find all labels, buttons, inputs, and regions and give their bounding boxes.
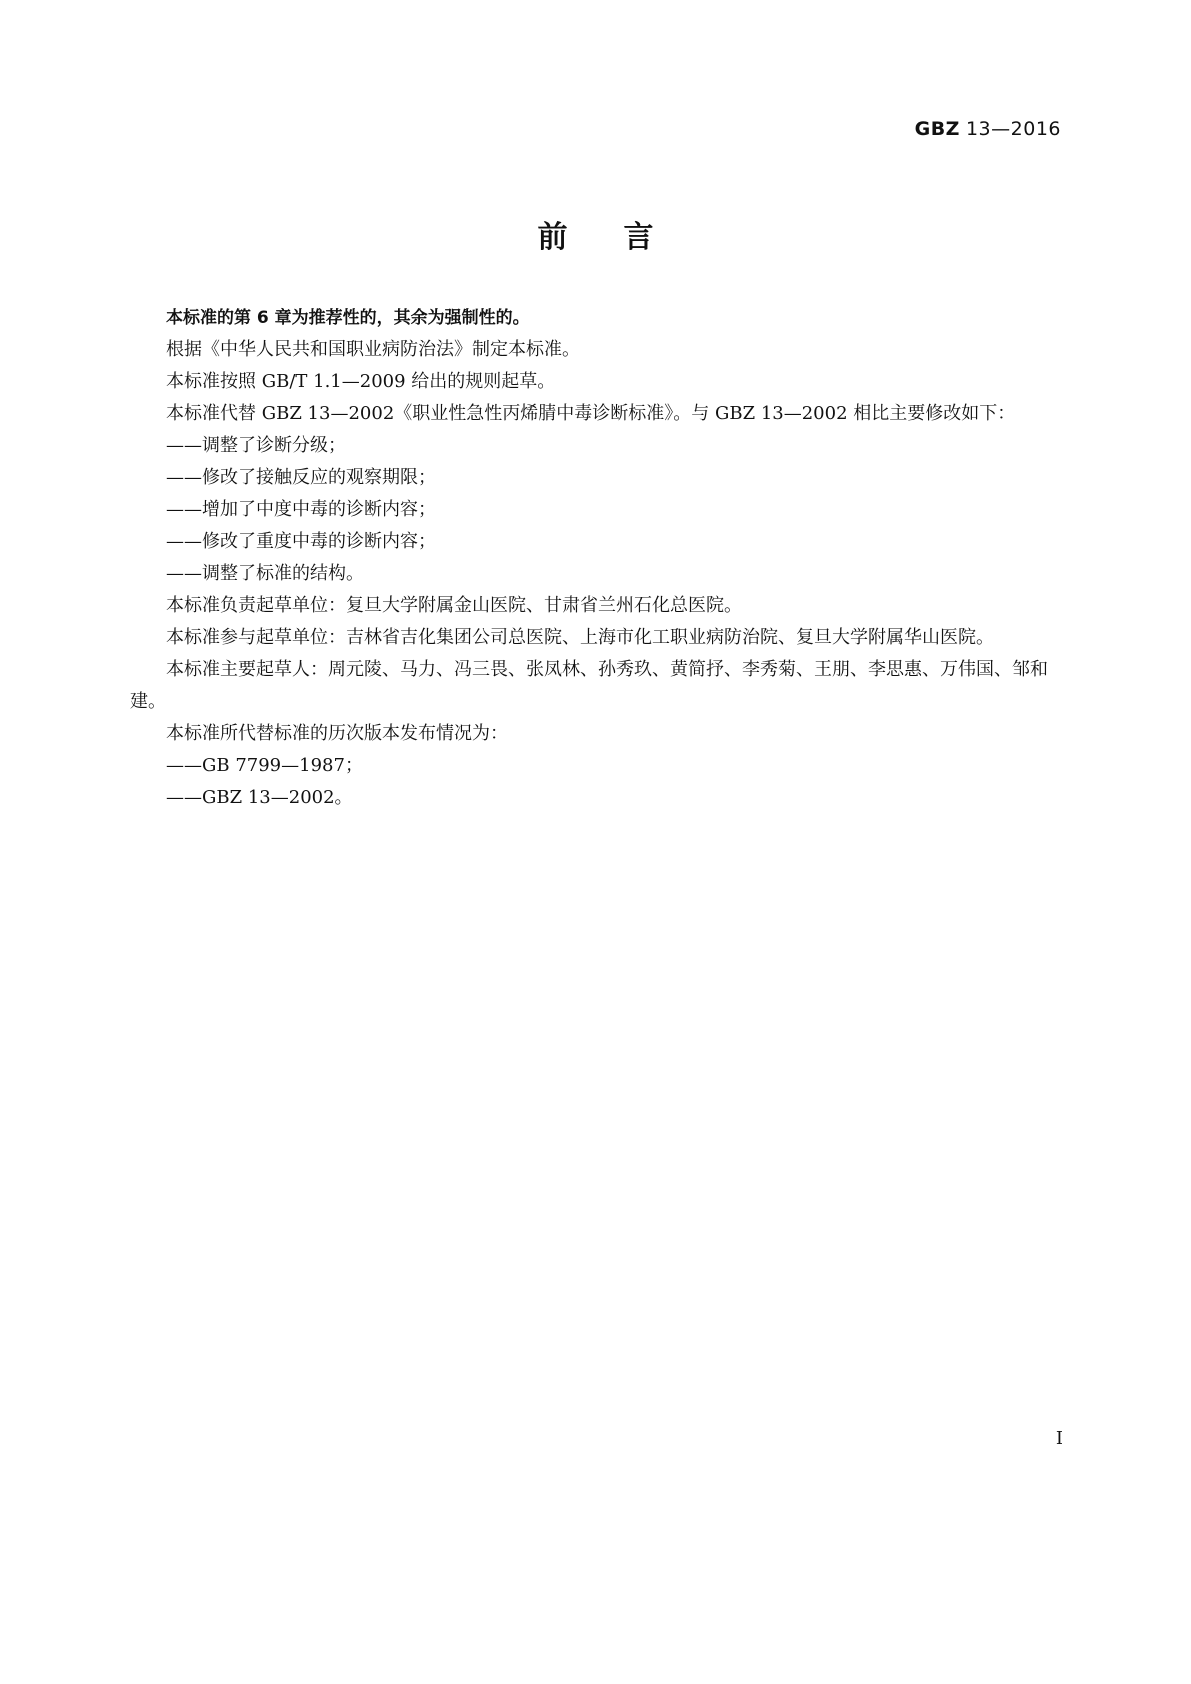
list-item-change: ——修改了重度中毒的诊断内容； [166, 531, 436, 552]
paragraph-participating-orgs: 本标准参与起草单位：吉林省吉化集团公司总医院、上海市化工职业病防治院、复旦大学附属华山医院。 [166, 627, 994, 648]
list-item-version: ——GBZ 13—2002。 [166, 787, 353, 808]
standard-code-number: 13—2016 [965, 118, 1061, 140]
paragraph-version-history: 本标准所代替标准的历次版本发布情况为： [166, 723, 508, 744]
list-item-change: ——调整了标准的结构。 [166, 563, 364, 584]
standard-code [915, 118, 1061, 140]
list-item-version: ——GB 7799—1987； [166, 755, 363, 776]
list-item-change: ——修改了接触反应的观察期限； [166, 467, 436, 488]
page-number: I [1055, 1428, 1063, 1449]
list-item-change: ——调整了诊断分级； [166, 435, 346, 456]
paragraph-lead-drafters-org: 本标准负责起草单位：复旦大学附属金山医院、甘肃省兰州石化总医院。 [166, 595, 742, 616]
standard-code-prefix: GBZ [914, 118, 960, 140]
paragraph-main-drafters: 本标准主要起草人：周元陵、马力、冯三畏、张凤林、孙秀玖、黄简抒、李秀菊、王朋、李思惠、万伟国、邹和建。 [130, 659, 1048, 712]
foreword-body [130, 302, 1060, 814]
paragraph-legal-basis: 根据《中华人民共和国职业病防治法》制定本标准。 [166, 339, 580, 360]
list-item-change: ——增加了中度中毒的诊断内容； [166, 499, 436, 520]
paragraph-mandatory-note: 本标准的第 6 章为推荐性的，其余为强制性的。 [166, 308, 530, 328]
paragraph-replacement: 本标准代替 GBZ 13—2002《职业性急性丙烯腈中毒诊断标准》。与 GBZ 13—2002 相比主要修改如下： [166, 403, 1016, 424]
page-title: 前言 [537, 220, 710, 255]
paragraph-drafting-rules: 本标准按照 GB/T 1.1—2009 给出的规则起草。 [166, 371, 556, 392]
